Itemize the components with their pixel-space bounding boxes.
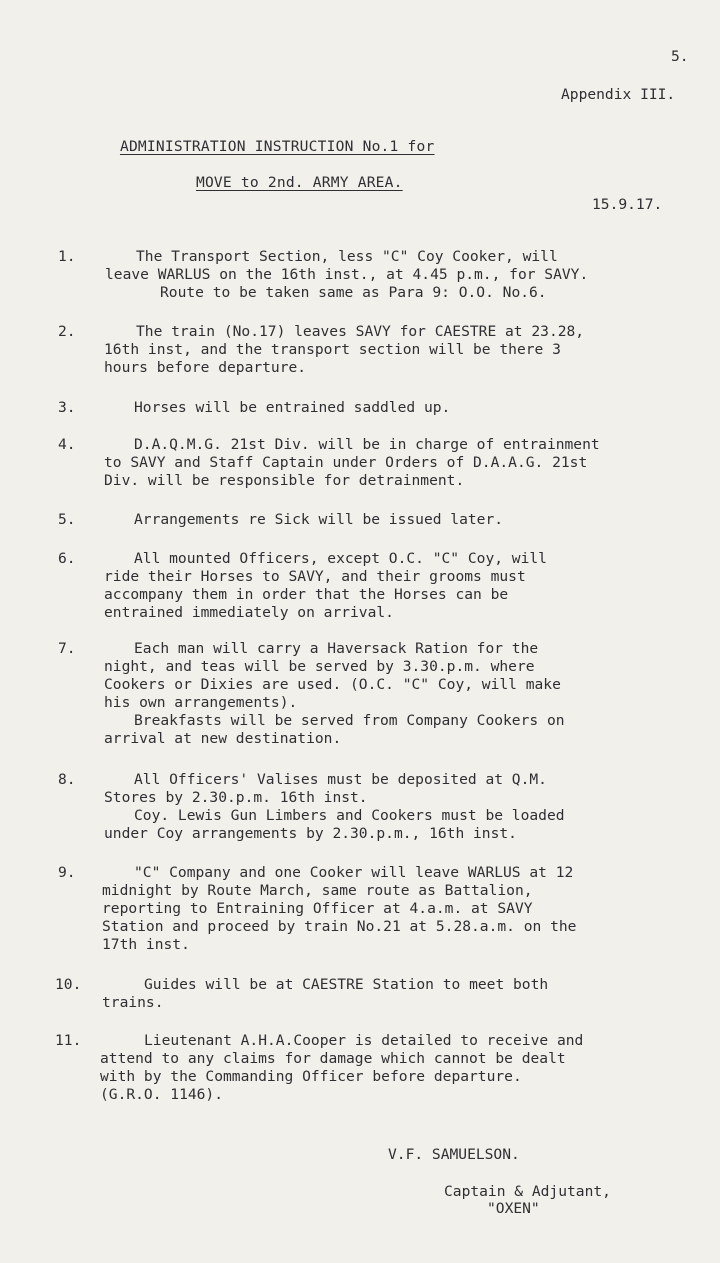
signature-name: V.F. SAMUELSON.	[388, 1146, 520, 1163]
paragraph-line: Station and proceed by train No.21 at 5.28.a.m. on the	[102, 918, 577, 935]
paragraph-line: Stores by 2.30.p.m. 16th inst.	[104, 789, 368, 806]
paragraph-number: 3.	[58, 399, 76, 416]
paragraph-line: hours before departure.	[104, 359, 307, 376]
paragraph-number: 8.	[58, 771, 76, 788]
paragraph-number: 2.	[58, 323, 76, 340]
paragraph-line: midnight by Route March, same route as Battalion,	[102, 882, 533, 899]
paragraph-line: under Coy arrangements by 2.30.p.m., 16th inst.	[104, 825, 517, 842]
paragraph-line: trains.	[102, 994, 164, 1011]
paragraph-line: Lieutenant A.H.A.Cooper is detailed to receive and	[144, 1032, 584, 1049]
paragraph-line: The Transport Section, less "C" Coy Cooker, will	[136, 248, 558, 265]
paragraph-number: 5.	[58, 511, 76, 528]
paragraph-line: night, and teas will be served by 3.30.p.m. where	[104, 658, 535, 675]
appendix-label: Appendix III.	[561, 86, 676, 103]
paragraph-line: Breakfasts will be served from Company Cookers on	[134, 712, 565, 729]
paragraph-line: D.A.Q.M.G. 21st Div. will be in charge of entrainment	[134, 436, 600, 453]
paragraph-line: All Officers' Valises must be deposited at Q.M.	[134, 771, 547, 788]
paragraph-line: ride their Horses to SAVY, and their grooms must	[104, 568, 526, 585]
paragraph-number: 9.	[58, 864, 76, 881]
paragraph-number: 4.	[58, 436, 76, 453]
paragraph-line: Coy. Lewis Gun Limbers and Cookers must be loaded	[134, 807, 565, 824]
title-line-1-text: ADMINISTRATION INSTRUCTION No.1 for	[119, 137, 435, 155]
paragraph-number: 7.	[58, 640, 76, 657]
paragraph-line: to SAVY and Staff Captain under Orders of D.A.A.G. 21st	[104, 454, 588, 471]
paragraph-number: 10.	[55, 976, 82, 993]
paragraph-line: Div. will be responsible for detrainment.	[104, 472, 465, 489]
paragraph-line: with by the Commanding Officer before departure.	[100, 1068, 522, 1085]
paragraph-line: All mounted Officers, except O.C. "C" Coy, will	[134, 550, 547, 567]
paragraph-line: accompany them in order that the Horses can be	[104, 586, 509, 603]
document-date: 15.9.17.	[592, 196, 663, 213]
paragraph-line: Guides will be at CAESTRE Station to meet both	[144, 976, 549, 993]
paragraph-number: 11.	[55, 1032, 82, 1049]
title-line-2	[160, 156, 403, 209]
paragraph-line: leave WARLUS on the 16th inst., at 4.45 p.m., for SAVY.	[105, 266, 589, 283]
signature-unit: "OXEN"	[487, 1200, 540, 1217]
paragraph-line: Cookers or Dixies are used. (O.C. "C" Coy, will make	[104, 676, 561, 693]
paragraph-line: Each man will carry a Haversack Ration for the	[134, 640, 539, 657]
paragraph-line: (G.R.O. 1146).	[100, 1086, 224, 1103]
paragraph-line: entrained immediately on arrival.	[104, 604, 394, 621]
page-number: 5.	[671, 48, 689, 65]
paragraph-line: arrival at new destination.	[104, 730, 342, 747]
paragraph-line: 16th inst, and the transport section will be there 3	[104, 341, 561, 358]
signature-rank: Captain & Adjutant,	[444, 1183, 611, 1200]
paragraph-line: "C" Company and one Cooker will leave WARLUS at 12	[134, 864, 574, 881]
paragraph-line: Route to be taken same as Para 9: O.O. No.6.	[160, 284, 547, 301]
paragraph-number: 1.	[58, 248, 76, 265]
paragraph-line: Horses will be entrained saddled up.	[134, 399, 451, 416]
title-line-2-text: MOVE to 2nd. ARMY AREA.	[195, 173, 403, 191]
paragraph-line: Arrangements re Sick will be issued later.	[134, 511, 504, 528]
paragraph-line: his own arrangements).	[104, 694, 298, 711]
paragraph-line: reporting to Entraining Officer at 4.a.m. at SAVY	[102, 900, 533, 917]
paragraph-line: 17th inst.	[102, 936, 190, 953]
paragraph-line: attend to any claims for damage which cannot be dealt	[100, 1050, 566, 1067]
paragraph-line: The train (No.17) leaves SAVY for CAESTRE at 23.28,	[136, 323, 585, 340]
paragraph-number: 6.	[58, 550, 76, 567]
